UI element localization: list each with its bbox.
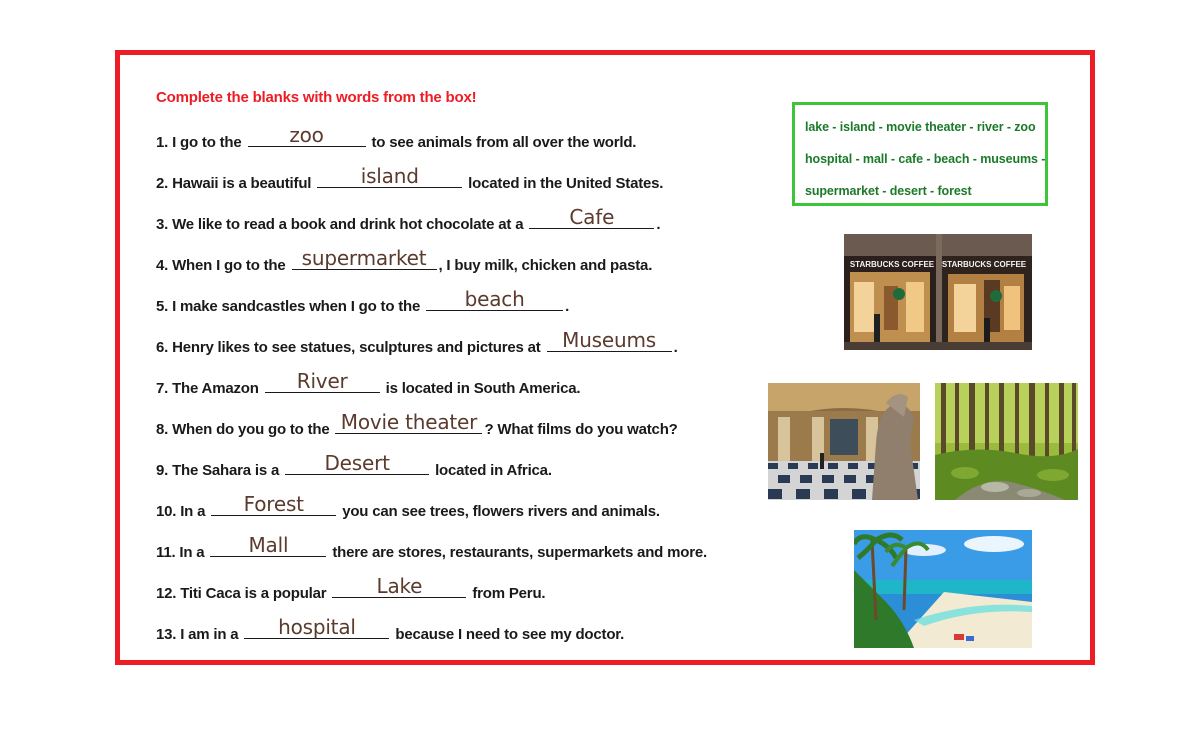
answer-text: River: [296, 369, 348, 393]
answer-blank[interactable]: [317, 164, 462, 188]
question-text: 5. I make sandcastles when I go to the: [156, 298, 425, 315]
question-text: located in Africa.: [431, 462, 552, 479]
question-text: 8. When do you go to the: [156, 421, 334, 438]
answer-text: beach: [464, 287, 525, 311]
museum-photo: [768, 383, 920, 500]
answer-blank[interactable]: [210, 533, 326, 557]
question-text: 10. In a: [156, 503, 210, 520]
question-text: 6. Henry likes to see statues, sculptures and pictures at: [156, 339, 545, 356]
question-7: [156, 369, 581, 397]
question-text: 9. The Sahara is a: [156, 462, 284, 479]
word-box-line: supermarket - desert - forest: [805, 184, 972, 198]
cafe-sign-right: STARBUCKS COFFEE: [941, 260, 1027, 269]
answer-text: zoo: [289, 123, 324, 147]
question-2: [156, 164, 664, 192]
question-text: 3. We like to read a book and drink hot chocolate at a: [156, 216, 528, 233]
answer-blank[interactable]: [265, 369, 380, 393]
answer-blank[interactable]: [248, 123, 366, 147]
word-box: [792, 102, 1048, 206]
question-text: 1. I go to the: [156, 134, 246, 151]
question-3: [156, 205, 661, 233]
cafe-sign-left: STARBUCKS COFFEE: [849, 260, 935, 269]
beach-photo: [854, 530, 1032, 648]
question-text: .: [673, 339, 678, 356]
question-text: 13. I am in a: [156, 626, 243, 643]
question-11: [156, 533, 707, 561]
question-text: there are stores, restaurants, supermarkets and more.: [328, 544, 707, 561]
answer-blank[interactable]: [211, 492, 336, 516]
answer-text: hospital: [278, 615, 356, 639]
question-text: located in the United States.: [464, 175, 664, 192]
question-8: [156, 410, 678, 438]
answer-text: Movie theater: [340, 410, 478, 434]
cafe-photo: [844, 234, 1032, 350]
question-5: [156, 287, 570, 315]
answer-blank[interactable]: [332, 574, 466, 598]
forest-photo: [935, 383, 1078, 500]
answer-blank[interactable]: [244, 615, 389, 639]
answer-text: island: [360, 164, 419, 188]
question-text: from Peru.: [468, 585, 546, 602]
question-text: 7. The Amazon: [156, 380, 263, 397]
worksheet-title: Complete the blanks with words from the box!: [156, 89, 477, 106]
question-text: to see animals from all over the world.: [367, 134, 637, 151]
answer-text: Cafe: [569, 205, 615, 229]
answer-text: Mall: [248, 533, 289, 557]
question-text: , I buy milk, chicken and pasta.: [438, 257, 653, 274]
question-text: because I need to see my doctor.: [391, 626, 625, 643]
question-text: 4. When I go to the: [156, 257, 290, 274]
answer-blank[interactable]: [292, 246, 437, 270]
question-10: [156, 492, 660, 520]
question-text: is located in South America.: [381, 380, 581, 397]
question-6: [156, 328, 678, 356]
question-text: 2. Hawaii is a beautiful: [156, 175, 316, 192]
question-12: [156, 574, 546, 602]
question-text: you can see trees, flowers rivers and animals.: [338, 503, 660, 520]
answer-blank[interactable]: [285, 451, 429, 475]
question-4: [156, 246, 653, 274]
question-9: [156, 451, 552, 479]
question-13: [156, 615, 625, 643]
word-box-line: lake - island - movie theater - river - zoo: [805, 120, 1036, 134]
answer-text: supermarket: [301, 246, 427, 270]
answer-text: Forest: [243, 492, 304, 516]
answer-blank[interactable]: [335, 410, 482, 434]
question-text: 12. Titi Caca is a popular: [156, 585, 331, 602]
answer-blank[interactable]: [426, 287, 563, 311]
question-text: .: [656, 216, 661, 233]
answer-text: Lake: [376, 574, 423, 598]
answer-blank[interactable]: [529, 205, 654, 229]
answer-blank[interactable]: [547, 328, 672, 352]
question-text: .: [565, 298, 570, 315]
word-box-line: hospital - mall - cafe - beach - museums -: [805, 152, 1046, 166]
question-text: 11. In a: [156, 544, 209, 561]
answer-text: Museums: [562, 328, 656, 352]
question-1: [156, 123, 637, 151]
question-text: ? What films do you watch?: [484, 421, 678, 438]
answer-text: Desert: [324, 451, 390, 475]
